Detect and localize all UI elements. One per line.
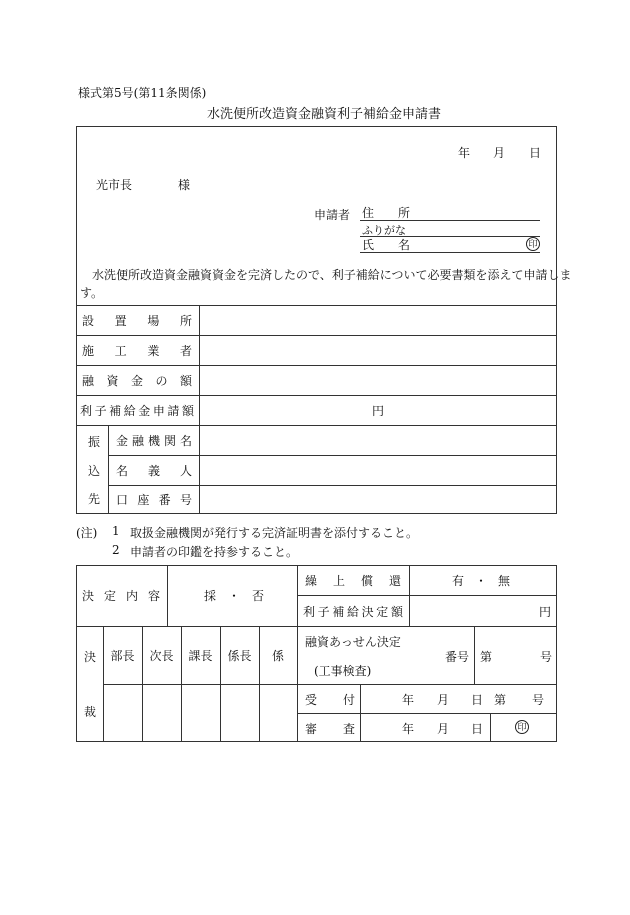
bank-field[interactable] bbox=[200, 426, 556, 454]
account-label: 口 座 番 号 bbox=[116, 493, 192, 507]
note-2-text: 申請者の印鑑を持参すること。 bbox=[130, 545, 299, 559]
body-line1: 水洗便所改造資金融資資金を完済したので、利子補給について必要書類を添えて申請しま bbox=[92, 268, 572, 282]
notes-prefix: (注) bbox=[76, 526, 98, 540]
early-repay-label: 繰 上 償 還 bbox=[305, 573, 401, 588]
name-line bbox=[360, 252, 540, 253]
loan-amount-label: 融 資 金 の 額 bbox=[82, 373, 192, 388]
transfer-label: 振 込 先 bbox=[87, 435, 100, 506]
role-kakaricho: 係長 bbox=[227, 648, 252, 663]
address-label: 住 所 bbox=[362, 205, 410, 220]
received-label: 受 付 bbox=[305, 692, 355, 707]
subsidy-decided-unit: 円 bbox=[539, 605, 552, 619]
contractor-label: 施 工 業 者 bbox=[82, 343, 192, 358]
applicant-label: 申請者 bbox=[314, 208, 351, 222]
account-field[interactable] bbox=[200, 486, 556, 513]
subsidy-amount-label: 利 子 補 給 金 申 請 額 bbox=[80, 403, 194, 418]
name-label: 氏 名 bbox=[362, 237, 410, 252]
review-year: 年 bbox=[402, 722, 415, 736]
addressee: 光市長 bbox=[96, 178, 133, 192]
received-no-prefix: 第 bbox=[494, 693, 507, 707]
loan-decision-label: 融資あっせん決定 bbox=[305, 635, 401, 649]
date-year: 年 bbox=[458, 146, 471, 160]
form-number: 様式第5号(第11条関係) bbox=[78, 86, 207, 100]
role-jicho: 次長 bbox=[149, 648, 174, 663]
addressee-suffix: 様 bbox=[178, 178, 191, 192]
subsidy-decided-label: 利 子 補 給 決 定 額 bbox=[303, 604, 403, 619]
number-prefix: 第 bbox=[480, 650, 493, 664]
date-day: 日 bbox=[529, 146, 542, 160]
bank-label: 金 融 機 関 名 bbox=[116, 433, 192, 448]
review-seal-icon: 印 bbox=[515, 720, 529, 734]
contractor-field[interactable] bbox=[200, 336, 556, 364]
decision-label: 決 定 内 容 bbox=[82, 588, 160, 603]
role-kakari: 係 bbox=[271, 648, 284, 663]
holder-label: 名 義 人 bbox=[116, 463, 192, 478]
received-year: 年 bbox=[402, 693, 415, 707]
approval-label: 決 裁 bbox=[83, 650, 96, 719]
address-line bbox=[360, 220, 540, 221]
form-title: 水洗便所改造資金融資利子補給金申請書 bbox=[207, 107, 442, 122]
number-label: 番号 bbox=[445, 650, 470, 664]
subsidy-unit: 円 bbox=[372, 403, 385, 418]
received-day: 日 bbox=[471, 693, 484, 707]
loan-amount-field[interactable] bbox=[200, 366, 556, 394]
seal-icon: 印 bbox=[526, 237, 540, 251]
role-kacho: 課長 bbox=[188, 648, 213, 663]
date-month: 月 bbox=[493, 146, 506, 160]
review-label: 審 査 bbox=[305, 721, 355, 736]
number-suffix: 号 bbox=[540, 650, 553, 664]
location-field[interactable] bbox=[200, 306, 556, 334]
location-label: 設 置 場 所 bbox=[82, 313, 192, 328]
received-month: 月 bbox=[437, 693, 450, 707]
note-1-num: 1 bbox=[112, 524, 120, 538]
received-no-suffix: 号 bbox=[532, 693, 545, 707]
review-month: 月 bbox=[437, 722, 450, 736]
note-2-num: 2 bbox=[112, 543, 120, 557]
furigana-label: ふりがな bbox=[362, 224, 406, 237]
decision-value[interactable]: 採 ・ 否 bbox=[204, 588, 264, 603]
construction-check-label: (工事検査) bbox=[314, 664, 372, 678]
early-repay-value[interactable]: 有 ・ 無 bbox=[452, 573, 510, 588]
review-day: 日 bbox=[471, 722, 484, 736]
holder-field[interactable] bbox=[200, 456, 556, 484]
role-bucho: 部長 bbox=[110, 648, 135, 663]
body-line2: す。 bbox=[80, 286, 104, 300]
note-1-text: 取扱金融機関が発行する完済証明書を添付すること。 bbox=[130, 526, 419, 540]
subsidy-amount-field[interactable] bbox=[200, 396, 556, 424]
